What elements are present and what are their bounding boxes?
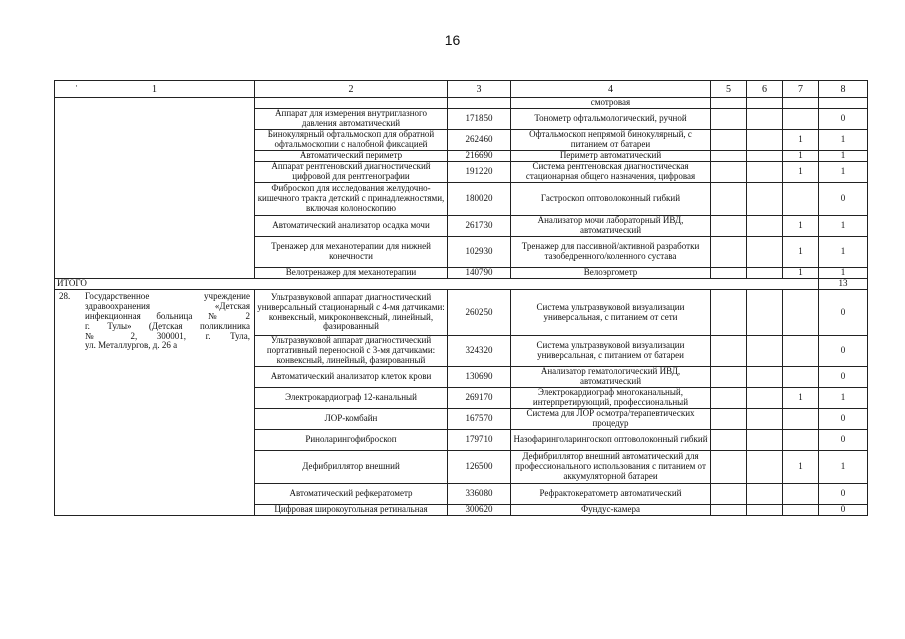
equipment-name: Ультразвуковой аппарат диагностический универсальный стационарный с 4-мя датчиками: конвексный, микроконвексный, линейный, фазированный	[255, 290, 448, 336]
col5-value	[711, 162, 747, 183]
col7-value	[783, 336, 819, 367]
col6-value	[747, 268, 783, 279]
analog-name: Тонометр офтальмологический, ручной	[511, 109, 711, 130]
col7-value: 1	[783, 162, 819, 183]
col6-value	[747, 130, 783, 151]
col5-value	[711, 336, 747, 367]
analog-name: Анализатор мочи лабораторный ИВД, автоматический	[511, 216, 711, 237]
col7-value: 1	[783, 268, 819, 279]
col8-value: 0	[819, 483, 868, 504]
col5-value	[711, 429, 747, 450]
organization-line: № 2, 300001, г. Тула,	[85, 330, 250, 341]
total-value: 13	[819, 279, 868, 290]
nkmi-code: 336080	[448, 483, 511, 504]
col7-value	[783, 504, 819, 515]
analog-name: Анализатор гематологический ИВД, автоматический	[511, 366, 711, 387]
col7-value	[783, 98, 819, 109]
col6-value	[747, 483, 783, 504]
nkmi-code: 130690	[448, 366, 511, 387]
equipment-name: Бинокулярный офтальмоскоп для обратной офтальмоскопии с налобной фиксацией	[255, 130, 448, 151]
equipment-name: Электрокардиограф 12-канальный	[255, 387, 448, 408]
col7-value: 1	[783, 130, 819, 151]
col5-value	[711, 237, 747, 268]
organization-name	[85, 292, 250, 351]
equipment-name: Автоматический анализатор осадка мочи	[255, 216, 448, 237]
analog-name: Система для ЛОР осмотра/терапевтических процедур	[511, 408, 711, 429]
nkmi-code: 171850	[448, 109, 511, 130]
nkmi-code: 191220	[448, 162, 511, 183]
equipment-name: Автоматический анализатор клеток крови	[255, 366, 448, 387]
col7-value: 1	[783, 450, 819, 483]
page-number: 16	[444, 32, 461, 48]
col5-value	[711, 483, 747, 504]
nkmi-code: 262460	[448, 130, 511, 151]
analog-name: Система ультразвуковой визуализации универсальная, с питанием от батареи	[511, 336, 711, 367]
col8-value: 1	[819, 450, 868, 483]
col8-value: 0	[819, 336, 868, 367]
organization-address-line: ул. Металлургов, д. 26 а	[85, 340, 178, 351]
col5-value	[711, 504, 747, 515]
col8-value: 1	[819, 151, 868, 162]
nkmi-code: 260250	[448, 290, 511, 336]
col8-value: 0	[819, 366, 868, 387]
col6-value	[747, 216, 783, 237]
col6-value	[747, 504, 783, 515]
analog-name: Дефибриллятор внешний автоматический для профессионального использования с питанием от аккумуляторной батареи	[511, 450, 711, 483]
nkmi-code: 102930	[448, 237, 511, 268]
col5-value	[711, 216, 747, 237]
organization-line: Государственное учреждение	[85, 291, 250, 301]
col8-value: 0	[819, 429, 868, 450]
col6-value	[747, 162, 783, 183]
header-mark: ·	[75, 81, 78, 91]
equipment-name	[255, 98, 448, 109]
table-row	[55, 290, 868, 336]
col8-value: 1	[819, 216, 868, 237]
equipment-name: Аппарат для измерения внутриглазного давления автоматический	[255, 109, 448, 130]
col8-value: 0	[819, 290, 868, 336]
nkmi-code: 126500	[448, 450, 511, 483]
col5-value	[711, 109, 747, 130]
col5-value	[711, 387, 747, 408]
nkmi-code: 179710	[448, 429, 511, 450]
nkmi-code: 167570	[448, 408, 511, 429]
col7-value: 1	[783, 151, 819, 162]
col8-value	[819, 98, 868, 109]
analog-name: Система рентгеновская диагностическая стационарная общего назначения, цифровая	[511, 162, 711, 183]
header-row	[55, 81, 868, 98]
col7-value	[783, 483, 819, 504]
nkmi-code: 140790	[448, 268, 511, 279]
total-row	[55, 279, 868, 290]
col6-value	[747, 387, 783, 408]
equipment-name: ЛОР-комбайн	[255, 408, 448, 429]
col6-value	[747, 336, 783, 367]
col-header-1: · 1	[55, 81, 255, 98]
col6-value	[747, 290, 783, 336]
col7-value: 1	[783, 216, 819, 237]
nkmi-code: 324320	[448, 336, 511, 367]
col5-value	[711, 268, 747, 279]
organization-line: инфекционная больница № 2	[85, 310, 250, 321]
col6-value	[747, 450, 783, 483]
col7-value	[783, 290, 819, 336]
nkmi-code: 261730	[448, 216, 511, 237]
col5-value	[711, 183, 747, 216]
col5-value	[711, 130, 747, 151]
equipment-name: Тренажер для механотерапии для нижней конечности	[255, 237, 448, 268]
organization-cell	[55, 290, 255, 516]
col5-value	[711, 366, 747, 387]
col6-value	[747, 183, 783, 216]
col7-value	[783, 429, 819, 450]
equipment-name: Цифровая широкоугольная ретинальная	[255, 504, 448, 515]
col6-value	[747, 109, 783, 130]
equipment-name: Ультразвуковой аппарат диагностический портативный переносной с 3-мя датчиками: конвексный, линейный, фазированный	[255, 336, 448, 367]
nkmi-code: 216690	[448, 151, 511, 162]
equipment-name: Дефибриллятор внешний	[255, 450, 448, 483]
col8-value: 1	[819, 130, 868, 151]
col6-value	[747, 408, 783, 429]
col7-value	[783, 109, 819, 130]
col8-value: 0	[819, 183, 868, 216]
col7-value	[783, 408, 819, 429]
col8-value: 0	[819, 408, 868, 429]
analog-name: Гастроскоп оптоволоконный гибкий	[511, 183, 711, 216]
col8-value: 1	[819, 268, 868, 279]
analog-name: Велоэргометр	[511, 268, 711, 279]
equipment-name: Автоматический рефкератометр	[255, 483, 448, 504]
organization-line: г. Тулы» (Детская поликлиника	[85, 320, 250, 331]
nkmi-code	[448, 98, 511, 109]
analog-name: Фундус-камера	[511, 504, 711, 515]
analog-name: Офтальмоскоп непрямой бинокулярный, с питанием от батареи	[511, 130, 711, 151]
equipment-name: Аппарат рентгеновский диагностический цифровой для рентгенографии	[255, 162, 448, 183]
analog-name: Электрокардиограф многоканальный, интерпретирующий, профессиональный	[511, 387, 711, 408]
col6-value	[747, 151, 783, 162]
col8-value: 1	[819, 237, 868, 268]
col6-value	[747, 429, 783, 450]
col5-value	[711, 450, 747, 483]
col-header-5: 5	[711, 81, 747, 98]
col-header-4: 4	[511, 81, 711, 98]
nkmi-code: 180020	[448, 183, 511, 216]
col6-value	[747, 98, 783, 109]
equipment-name: Велотренажер для механотерапии	[255, 268, 448, 279]
equipment-name: Автоматический периметр	[255, 151, 448, 162]
equipment-table	[54, 80, 868, 516]
equipment-name: Фиброскоп для исследования желудочно-кишечного тракта детский с принадлежностями, включая колоноскопию	[255, 183, 448, 216]
col7-value: 1	[783, 387, 819, 408]
col7-value: 1	[783, 237, 819, 268]
col5-value	[711, 151, 747, 162]
col8-value: 1	[819, 162, 868, 183]
equipment-name: Риноларингофиброскоп	[255, 429, 448, 450]
col5-value	[711, 98, 747, 109]
analog-name: Назофаринголарингоскоп оптоволоконный гибкий	[511, 429, 711, 450]
col5-value	[711, 290, 747, 336]
total-label: ИТОГО	[55, 279, 819, 290]
nkmi-code: 300620	[448, 504, 511, 515]
analog-name: смотровая	[511, 98, 711, 109]
col8-value: 1	[819, 387, 868, 408]
table-row	[55, 98, 868, 109]
col5-value	[711, 408, 747, 429]
col8-value: 0	[819, 504, 868, 515]
nkmi-code: 269170	[448, 387, 511, 408]
col-header-6: 6	[747, 81, 783, 98]
analog-name: Периметр автоматический	[511, 151, 711, 162]
col-header-8: 8	[819, 81, 868, 98]
col-header-7: 7	[783, 81, 819, 98]
analog-name: Тренажер для пассивной/активной разработки тазобедренного/коленного сустава	[511, 237, 711, 268]
col-header-2: 2	[255, 81, 448, 98]
col8-value: 0	[819, 109, 868, 130]
col-header-3: 3	[448, 81, 511, 98]
analog-name: Рефрактокератометр автоматический	[511, 483, 711, 504]
col6-value	[747, 237, 783, 268]
organization-line: здравоохранения «Детская	[85, 300, 250, 311]
organization-cell-empty	[55, 98, 255, 279]
col6-value	[747, 366, 783, 387]
analog-name: Система ультразвуковой визуализации универсальная, с питанием от сети	[511, 290, 711, 336]
entry-number: 28.	[59, 291, 71, 301]
col7-value	[783, 183, 819, 216]
col7-value	[783, 366, 819, 387]
